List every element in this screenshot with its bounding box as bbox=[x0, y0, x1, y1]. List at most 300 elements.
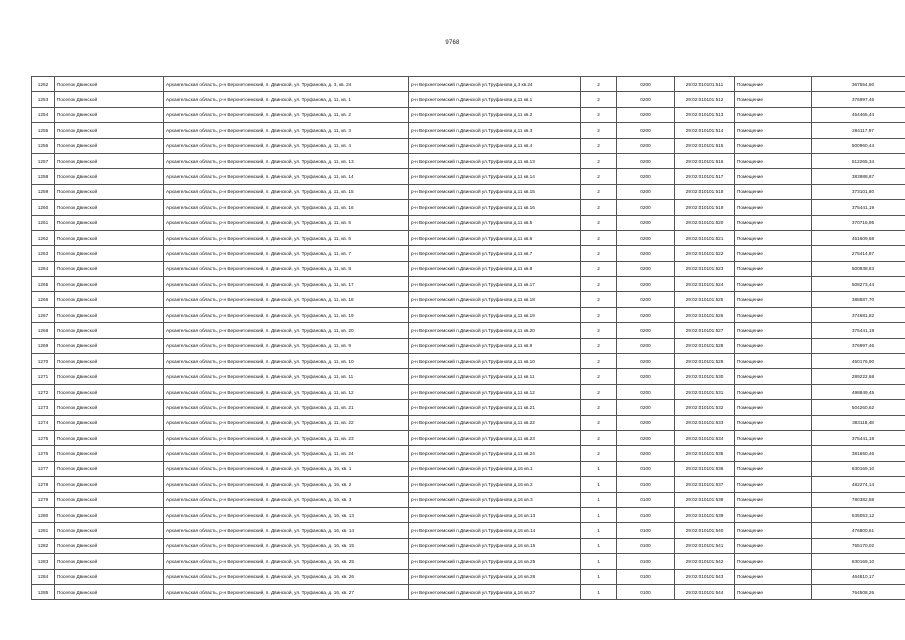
cadastral-value-cell: 375441,19 bbox=[812, 323, 905, 338]
type-code-cell: 0200 bbox=[617, 338, 675, 353]
row-number-cell: 1262 bbox=[32, 230, 55, 245]
table-row bbox=[32, 184, 905, 199]
full-address-cell: Архангельская область, р-н Верхнетоемский, п. Двинской, ул. Труфанова, д. 16, кв. 14 bbox=[164, 523, 409, 538]
type-code-cell: 0100 bbox=[617, 492, 675, 507]
short-address-cell: р-н Верхнетоемский п.Двинской ул.Труфанова д.16 кв.1 bbox=[409, 461, 581, 476]
settlement-name-cell: Поселок Двинской bbox=[55, 492, 164, 507]
table-row bbox=[32, 415, 905, 430]
table-row bbox=[32, 92, 905, 107]
category-cell: 2 bbox=[581, 277, 617, 292]
settlement-name-cell: Поселок Двинской bbox=[55, 307, 164, 322]
cadastral-number-cell: 29:02:010101:530 bbox=[675, 369, 735, 384]
row-number-cell: 1272 bbox=[32, 384, 55, 399]
short-address-cell: р-н Верхнетоемский п.Двинской ул.Труфанова д.11 кв.18 bbox=[409, 292, 581, 307]
row-number-cell: 1268 bbox=[32, 323, 55, 338]
row-number-cell: 1266 bbox=[32, 292, 55, 307]
cadastral-value-cell: 464810,17 bbox=[812, 569, 905, 584]
settlement-name-cell: Поселок Двинской bbox=[55, 184, 164, 199]
category-cell: 2 bbox=[581, 338, 617, 353]
category-cell: 1 bbox=[581, 477, 617, 492]
settlement-name-cell: Поселок Двинской bbox=[55, 277, 164, 292]
table-row bbox=[32, 230, 905, 245]
row-number-cell: 1259 bbox=[32, 184, 55, 199]
category-cell: 2 bbox=[581, 261, 617, 276]
category-cell: 2 bbox=[581, 230, 617, 245]
type-code-cell: 0100 bbox=[617, 554, 675, 569]
full-address-cell: Архангельская область, р-н Верхнетоемский, п. Двинской, ул. Труфанова, д. 11, кв. 19 bbox=[164, 307, 409, 322]
cadastral-number-cell: 29:02:010101:538 bbox=[675, 492, 735, 507]
type-code-cell: 0200 bbox=[617, 277, 675, 292]
table-row bbox=[32, 461, 905, 476]
cadastral-value-cell: 388587,70 bbox=[812, 292, 905, 307]
table-row bbox=[32, 492, 905, 507]
settlement-name-cell: Поселок Двинской bbox=[55, 215, 164, 230]
cadastral-value-cell: 500960,44 bbox=[812, 138, 905, 153]
short-address-cell: р-н Верхнетоемский п.Двинской ул.Труфанова д.11 кв.20 bbox=[409, 323, 581, 338]
object-type-cell: Помещение bbox=[735, 507, 812, 522]
object-type-cell: Помещение bbox=[735, 384, 812, 399]
cadastral-number-cell: 29:02:010101:533 bbox=[675, 415, 735, 430]
type-code-cell: 0200 bbox=[617, 77, 675, 92]
cadastral-value-cell: 373101,80 bbox=[812, 184, 905, 199]
table-row bbox=[32, 277, 905, 292]
full-address-cell: Архангельская область, р-н Верхнетоемский, п. Двинской, ул. Труфанова, д. 11, кв. 17 bbox=[164, 277, 409, 292]
table-row bbox=[32, 261, 905, 276]
settlement-name-cell: Поселок Двинской bbox=[55, 461, 164, 476]
type-code-cell: 0100 bbox=[617, 461, 675, 476]
type-code-cell: 0200 bbox=[617, 230, 675, 245]
page-number: 9768 bbox=[445, 40, 460, 46]
object-type-cell: Помещение bbox=[735, 477, 812, 492]
object-type-cell: Помещение bbox=[735, 446, 812, 461]
object-type-cell: Помещение bbox=[735, 492, 812, 507]
full-address-cell: Архангельская область, р-н Верхнетоемский, п. Двинской, ул. Труфанова, д. 11, кв. 18 bbox=[164, 292, 409, 307]
cadastral-number-cell: 29:02:010101:541 bbox=[675, 538, 735, 553]
settlement-name-cell: Поселок Двинской bbox=[55, 584, 164, 599]
type-code-cell: 0200 bbox=[617, 430, 675, 445]
short-address-cell: р-н Верхнетоемский п.Двинской ул.Труфанова д.11 кв.2 bbox=[409, 107, 581, 122]
object-type-cell: Помещение bbox=[735, 107, 812, 122]
full-address-cell: Архангельская область, р-н Верхнетоемский, п. Двинской, ул. Труфанова, д. 11, кв. 4 bbox=[164, 138, 409, 153]
cadastral-number-cell: 29:02:010101:528 bbox=[675, 338, 735, 353]
cadastral-value-cell: 451609,68 bbox=[812, 230, 905, 245]
full-address-cell: Архангельская область, р-н Верхнетоемский, п. Двинской, ул. Труфанова, д. 11, кв. 21 bbox=[164, 400, 409, 415]
type-code-cell: 0200 bbox=[617, 153, 675, 168]
table-row bbox=[32, 77, 905, 92]
short-address-cell: р-н Верхнетоемский п.Двинской ул.Труфанова д.16 кв.15 bbox=[409, 538, 581, 553]
object-type-cell: Помещение bbox=[735, 369, 812, 384]
cadastral-number-cell: 29:02:010101:519 bbox=[675, 200, 735, 215]
type-code-cell: 0200 bbox=[617, 184, 675, 199]
category-cell: 2 bbox=[581, 169, 617, 184]
cadastral-value-cell: 476800,61 bbox=[812, 523, 905, 538]
table-row bbox=[32, 169, 905, 184]
row-number-cell: 1274 bbox=[32, 415, 55, 430]
short-address-cell: р-н Верхнетоемский п.Двинской ул.Труфанова д.11 кв.11 bbox=[409, 369, 581, 384]
short-address-cell: р-н Верхнетоемский п.Двинской ул.Труфанова д.16 кв.13 bbox=[409, 507, 581, 522]
row-number-cell: 1261 bbox=[32, 215, 55, 230]
type-code-cell: 0100 bbox=[617, 523, 675, 538]
object-type-cell: Помещение bbox=[735, 246, 812, 261]
short-address-cell: р-н Верхнетоемский п.Двинской ул.Труфанова д.11 кв.19 bbox=[409, 307, 581, 322]
category-cell: 2 bbox=[581, 307, 617, 322]
object-type-cell: Помещение bbox=[735, 584, 812, 599]
full-address-cell: Архангельская область, р-н Верхнетоемский, п. Двинской, ул. Труфанова, д. 16, кв. 2 bbox=[164, 477, 409, 492]
cadastral-number-cell: 29:02:010101:532 bbox=[675, 400, 735, 415]
short-address-cell: р-н Верхнетоемский п.Двинской ул.Труфанова д.11 кв.5 bbox=[409, 215, 581, 230]
type-code-cell: 0200 bbox=[617, 123, 675, 138]
type-code-cell: 0200 bbox=[617, 446, 675, 461]
settlement-name-cell: Поселок Двинской bbox=[55, 169, 164, 184]
cadastral-number-cell: 29:02:010101:520 bbox=[675, 215, 735, 230]
object-type-cell: Помещение bbox=[735, 461, 812, 476]
object-type-cell: Помещение bbox=[735, 184, 812, 199]
settlement-name-cell: Поселок Двинской bbox=[55, 507, 164, 522]
settlement-name-cell: Поселок Двинской bbox=[55, 354, 164, 369]
table-row bbox=[32, 369, 905, 384]
full-address-cell: Архангельская область, р-н Верхнетоемский, п. Двинской, ул. Труфанова, д. 16, кв. 25 bbox=[164, 554, 409, 569]
object-type-cell: Помещение bbox=[735, 292, 812, 307]
type-code-cell: 0200 bbox=[617, 323, 675, 338]
cadastral-value-cell: 383118,48 bbox=[812, 415, 905, 430]
object-type-cell: Помещение bbox=[735, 123, 812, 138]
cadastral-value-cell: 635053,12 bbox=[812, 507, 905, 522]
row-number-cell: 1280 bbox=[32, 507, 55, 522]
category-cell: 2 bbox=[581, 415, 617, 430]
cadastral-value-cell: 780382,58 bbox=[812, 492, 905, 507]
short-address-cell: р-н Верхнетоемский п.Двинской ул.Труфанова д.11 кв.17 bbox=[409, 277, 581, 292]
type-code-cell: 0200 bbox=[617, 369, 675, 384]
short-address-cell: р-н Верхнетоемский п.Двинской ул.Труфанова д.11 кв.21 bbox=[409, 400, 581, 415]
row-number-cell: 1257 bbox=[32, 153, 55, 168]
short-address-cell: р-н Верхнетоемский п.Двинской ул.Труфанова д.11 кв.15 bbox=[409, 184, 581, 199]
table-row bbox=[32, 538, 905, 553]
object-type-cell: Помещение bbox=[735, 77, 812, 92]
settlement-name-cell: Поселок Двинской bbox=[55, 538, 164, 553]
type-code-cell: 0100 bbox=[617, 569, 675, 584]
cadastral-value-cell: 498849,45 bbox=[812, 384, 905, 399]
category-cell: 1 bbox=[581, 569, 617, 584]
full-address-cell: Архангельская область, р-н Верхнетоемский, п. Двинской, ул. Труфанова, д. 11, кв. 13 bbox=[164, 153, 409, 168]
short-address-cell: р-н Верхнетоемский п.Двинской ул.Труфанова д.11 кв.8 bbox=[409, 261, 581, 276]
type-code-cell: 0100 bbox=[617, 507, 675, 522]
cadastral-value-cell: 765170,02 bbox=[812, 538, 905, 553]
type-code-cell: 0200 bbox=[617, 307, 675, 322]
cadastral-value-cell: 289222,68 bbox=[812, 369, 905, 384]
full-address-cell: Архангельская область, р-н Верхнетоемский, п. Двинской, ул. Труфанова, д. 16, кв. 13 bbox=[164, 507, 409, 522]
row-number-cell: 1283 bbox=[32, 554, 55, 569]
type-code-cell: 0100 bbox=[617, 477, 675, 492]
cadastral-value-cell: 764508,26 bbox=[812, 584, 905, 599]
settlement-name-cell: Поселок Двинской bbox=[55, 477, 164, 492]
category-cell: 1 bbox=[581, 507, 617, 522]
row-number-cell: 1260 bbox=[32, 200, 55, 215]
table-row bbox=[32, 246, 905, 261]
category-cell: 1 bbox=[581, 523, 617, 538]
settlement-name-cell: Поселок Двинской bbox=[55, 569, 164, 584]
table-row bbox=[32, 554, 905, 569]
short-address-cell: р-н Верхнетоемский п.Двинской ул.Труфанова д.16 кв.2 bbox=[409, 477, 581, 492]
full-address-cell: Архангельская область, р-н Верхнетоемский, п. Двинской, ул. Труфанова, д. 11, кв. 16 bbox=[164, 200, 409, 215]
row-number-cell: 1253 bbox=[32, 92, 55, 107]
short-address-cell: р-н Верхнетоемский п.Двинской ул.Труфанова д.11 кв.1 bbox=[409, 92, 581, 107]
category-cell: 1 bbox=[581, 461, 617, 476]
object-type-cell: Помещение bbox=[735, 323, 812, 338]
cadastral-number-cell: 29:02:010101:526 bbox=[675, 307, 735, 322]
type-code-cell: 0200 bbox=[617, 400, 675, 415]
row-number-cell: 1263 bbox=[32, 246, 55, 261]
type-code-cell: 0200 bbox=[617, 246, 675, 261]
settlement-name-cell: Поселок Двинской bbox=[55, 554, 164, 569]
short-address-cell: р-н Верхнетоемский п.Двинской ул.Труфанова д.11 кв.22 bbox=[409, 415, 581, 430]
category-cell: 2 bbox=[581, 246, 617, 261]
type-code-cell: 0200 bbox=[617, 292, 675, 307]
cadastral-number-cell: 29:02:010101:512 bbox=[675, 92, 735, 107]
row-number-cell: 1265 bbox=[32, 277, 55, 292]
category-cell: 2 bbox=[581, 369, 617, 384]
row-number-cell: 1278 bbox=[32, 477, 55, 492]
object-type-cell: Помещение bbox=[735, 554, 812, 569]
short-address-cell: р-н Верхнетоемский п.Двинской ул.Труфанова д.11 кв.14 bbox=[409, 169, 581, 184]
settlement-name-cell: Поселок Двинской bbox=[55, 292, 164, 307]
settlement-name-cell: Поселок Двинской bbox=[55, 523, 164, 538]
category-cell: 2 bbox=[581, 184, 617, 199]
cadastral-value-cell: 512265,34 bbox=[812, 153, 905, 168]
table-row bbox=[32, 338, 905, 353]
cadastral-value-cell: 275414,87 bbox=[812, 246, 905, 261]
category-cell: 2 bbox=[581, 77, 617, 92]
cadastral-number-cell: 29:02:010101:524 bbox=[675, 277, 735, 292]
cadastral-value-cell: 500938,63 bbox=[812, 261, 905, 276]
full-address-cell: Архангельская область, р-н Верхнетоемский, п. Двинской, ул. Труфанова, д. 11, кв. 23 bbox=[164, 430, 409, 445]
table-row bbox=[32, 446, 905, 461]
category-cell: 1 bbox=[581, 584, 617, 599]
settlement-name-cell: Поселок Двинской bbox=[55, 92, 164, 107]
category-cell: 1 bbox=[581, 554, 617, 569]
object-type-cell: Помещение bbox=[735, 415, 812, 430]
cadastral-value-cell: 375441,19 bbox=[812, 200, 905, 215]
full-address-cell: Архангельская область, р-н Верхнетоемский, п. Двинской, ул. Труфанова, д. 11, кв. 15 bbox=[164, 184, 409, 199]
category-cell: 2 bbox=[581, 153, 617, 168]
object-type-cell: Помещение bbox=[735, 153, 812, 168]
table-row bbox=[32, 523, 905, 538]
settlement-name-cell: Поселок Двинской bbox=[55, 200, 164, 215]
table-row bbox=[32, 477, 905, 492]
cadastral-number-cell: 29:02:010101:539 bbox=[675, 507, 735, 522]
full-address-cell: Архангельская область, р-н Верхнетоемский, п. Двинской, ул. Труфанова, д. 11, кв. 14 bbox=[164, 169, 409, 184]
cadastral-number-cell: 29:02:010101:529 bbox=[675, 354, 735, 369]
cadastral-value-cell: 376997,46 bbox=[812, 92, 905, 107]
settlement-name-cell: Поселок Двинской bbox=[55, 246, 164, 261]
category-cell: 2 bbox=[581, 123, 617, 138]
full-address-cell: Архангельская область, р-н Верхнетоемский, п. Двинской, ул. Труфанова, д. 11, кв. 6 bbox=[164, 230, 409, 245]
cadastral-number-cell: 29:02:010101:525 bbox=[675, 292, 735, 307]
object-type-cell: Помещение bbox=[735, 169, 812, 184]
full-address-cell: Архангельская область, р-н Верхнетоемский, п. Двинской, ул. Труфанова, д. 11, кв. 22 bbox=[164, 415, 409, 430]
category-cell: 2 bbox=[581, 215, 617, 230]
row-number-cell: 1282 bbox=[32, 538, 55, 553]
object-type-cell: Помещение bbox=[735, 400, 812, 415]
cadastral-value-cell: 482274,14 bbox=[812, 477, 905, 492]
cadastral-number-cell: 29:02:010101:540 bbox=[675, 523, 735, 538]
type-code-cell: 0200 bbox=[617, 415, 675, 430]
short-address-cell: р-н Верхнетоемский п.Двинской ул.Труфанова д.11 кв.3 bbox=[409, 123, 581, 138]
row-number-cell: 1281 bbox=[32, 523, 55, 538]
type-code-cell: 0200 bbox=[617, 261, 675, 276]
object-type-cell: Помещение bbox=[735, 138, 812, 153]
cadastral-value-cell: 374681,82 bbox=[812, 307, 905, 322]
cadastral-value-cell: 383988,87 bbox=[812, 169, 905, 184]
row-number-cell: 1255 bbox=[32, 123, 55, 138]
object-type-cell: Помещение bbox=[735, 200, 812, 215]
row-number-cell: 1276 bbox=[32, 446, 55, 461]
cadastral-number-cell: 29:02:010101:537 bbox=[675, 477, 735, 492]
type-code-cell: 0200 bbox=[617, 354, 675, 369]
object-type-cell: Помещение bbox=[735, 277, 812, 292]
category-cell: 2 bbox=[581, 323, 617, 338]
category-cell: 2 bbox=[581, 200, 617, 215]
row-number-cell: 1270 bbox=[32, 354, 55, 369]
short-address-cell: р-н Верхнетоемский п.Двинской ул.Труфанова д.11 кв.6 bbox=[409, 230, 581, 245]
cadastral-number-cell: 29:02:010101:534 bbox=[675, 430, 735, 445]
table-row bbox=[32, 307, 905, 322]
cadastral-value-cell: 375441,19 bbox=[812, 430, 905, 445]
row-number-cell: 1271 bbox=[32, 369, 55, 384]
cadastral-number-cell: 29:02:010101:521 bbox=[675, 230, 735, 245]
object-type-cell: Помещение bbox=[735, 523, 812, 538]
cadastral-number-cell: 29:02:010101:517 bbox=[675, 169, 735, 184]
type-code-cell: 0100 bbox=[617, 584, 675, 599]
short-address-cell: р-н Верхнетоемский п.Двинской ул.Труфанова д.16 кв.3 bbox=[409, 492, 581, 507]
registry-table-body bbox=[32, 77, 905, 600]
object-type-cell: Помещение bbox=[735, 92, 812, 107]
table-row bbox=[32, 107, 905, 122]
full-address-cell: Архангельская область, р-н Верхнетоемский, п. Двинской, ул. Труфанова, д. 11, кв. 7 bbox=[164, 246, 409, 261]
cadastral-number-cell: 29:02:010101:542 bbox=[675, 554, 735, 569]
category-cell: 2 bbox=[581, 430, 617, 445]
row-number-cell: 1277 bbox=[32, 461, 55, 476]
object-type-cell: Помещение bbox=[735, 261, 812, 276]
full-address-cell: Архангельская область, р-н Верхнетоемский, п. Двинской, ул. Труфанова, д. 16, кв. 26 bbox=[164, 569, 409, 584]
cadastral-value-cell: 381650,46 bbox=[812, 446, 905, 461]
cadastral-value-cell: 376997,46 bbox=[812, 338, 905, 353]
category-cell: 1 bbox=[581, 492, 617, 507]
row-number-cell: 1279 bbox=[32, 492, 55, 507]
table-row bbox=[32, 384, 905, 399]
type-code-cell: 0200 bbox=[617, 92, 675, 107]
settlement-name-cell: Поселок Двинской bbox=[55, 323, 164, 338]
cadastral-number-cell: 29:02:010101:515 bbox=[675, 138, 735, 153]
cadastral-value-cell: 630169,10 bbox=[812, 554, 905, 569]
cadastral-value-cell: 508273,44 bbox=[812, 277, 905, 292]
full-address-cell: Архангельская область, р-н Верхнетоемский, п. Двинской, ул. Труфанова, д. 11, кв. 5 bbox=[164, 215, 409, 230]
full-address-cell: Архангельская область, р-н Верхнетоемский, п. Двинской, ул. Труфанова, д. 16, кв. 3 bbox=[164, 492, 409, 507]
full-address-cell: Архангельская область, р-н Верхнетоемский, п. Двинской, ул. Труфанова, д. 11, кв. 20 bbox=[164, 323, 409, 338]
row-number-cell: 1264 bbox=[32, 261, 55, 276]
settlement-name-cell: Поселок Двинской bbox=[55, 107, 164, 122]
full-address-cell: Архангельская область, р-н Верхнетоемский, п. Двинской, ул. Труфанова, д. 16, кв. 15 bbox=[164, 538, 409, 553]
cadastral-number-cell: 29:02:010101:535 bbox=[675, 446, 735, 461]
table-row bbox=[32, 400, 905, 415]
row-number-cell: 1256 bbox=[32, 138, 55, 153]
full-address-cell: Архангельская область, р-н Верхнетоемский, п. Двинской, ул. Труфанова, д. 11, кв. 11 bbox=[164, 369, 409, 384]
full-address-cell: Архангельская область, р-н Верхнетоемский, п. Двинской, ул. Труфанова, д. 3, кв. 24 bbox=[164, 77, 409, 92]
object-type-cell: Помещение bbox=[735, 538, 812, 553]
full-address-cell: Архангельская область, р-н Верхнетоемский, п. Двинской, ул. Труфанова, д. 16, кв. 1 bbox=[164, 461, 409, 476]
short-address-cell: р-н Верхнетоемский п.Двинской ул.Труфанова д.11 кв.9 bbox=[409, 338, 581, 353]
settlement-name-cell: Поселок Двинской bbox=[55, 123, 164, 138]
cadastral-number-cell: 29:02:010101:511 bbox=[675, 77, 735, 92]
table-row bbox=[32, 200, 905, 215]
cadastral-number-cell: 29:02:010101:516 bbox=[675, 153, 735, 168]
full-address-cell: Архангельская область, р-н Верхнетоемский, п. Двинской, ул. Труфанова, д. 11, кв. 24 bbox=[164, 446, 409, 461]
cadastral-value-cell: 284117,97 bbox=[812, 123, 905, 138]
cadastral-value-cell: 370716,95 bbox=[812, 215, 905, 230]
cadastral-number-cell: 29:02:010101:531 bbox=[675, 384, 735, 399]
property-registry-table bbox=[31, 76, 905, 600]
cadastral-value-cell: 504260,62 bbox=[812, 400, 905, 415]
object-type-cell: Помещение bbox=[735, 215, 812, 230]
cadastral-number-cell: 29:02:010101:544 bbox=[675, 584, 735, 599]
row-number-cell: 1285 bbox=[32, 584, 55, 599]
table-row bbox=[32, 507, 905, 522]
settlement-name-cell: Поселок Двинской bbox=[55, 400, 164, 415]
row-number-cell: 1267 bbox=[32, 307, 55, 322]
table-row bbox=[32, 215, 905, 230]
table-row bbox=[32, 430, 905, 445]
row-number-cell: 1252 bbox=[32, 77, 55, 92]
table-row bbox=[32, 123, 905, 138]
short-address-cell: р-н Верхнетоемский п.Двинской ул.Труфанова д.16 кв.25 bbox=[409, 554, 581, 569]
settlement-name-cell: Поселок Двинской bbox=[55, 77, 164, 92]
short-address-cell: р-н Верхнетоемский п.Двинской ул.Труфанова д.11 кв.10 bbox=[409, 354, 581, 369]
object-type-cell: Помещение bbox=[735, 338, 812, 353]
row-number-cell: 1275 bbox=[32, 430, 55, 445]
object-type-cell: Помещение bbox=[735, 430, 812, 445]
cadastral-value-cell: 630169,10 bbox=[812, 461, 905, 476]
object-type-cell: Помещение bbox=[735, 230, 812, 245]
settlement-name-cell: Поселок Двинской bbox=[55, 446, 164, 461]
type-code-cell: 0200 bbox=[617, 169, 675, 184]
table-row bbox=[32, 323, 905, 338]
cadastral-value-cell: 454465,44 bbox=[812, 107, 905, 122]
table-row bbox=[32, 292, 905, 307]
short-address-cell: р-н Верхнетоемский п.Двинской ул.Труфанова д.16 кв.27 bbox=[409, 584, 581, 599]
row-number-cell: 1273 bbox=[32, 400, 55, 415]
cadastral-number-cell: 29:02:010101:527 bbox=[675, 323, 735, 338]
full-address-cell: Архангельская область, р-н Верхнетоемский, п. Двинской, ул. Труфанова, д. 11, кв. 3 bbox=[164, 123, 409, 138]
row-number-cell: 1284 bbox=[32, 569, 55, 584]
short-address-cell: р-н Верхнетоемский п.Двинской ул.Труфанова д.11 кв.13 bbox=[409, 153, 581, 168]
settlement-name-cell: Поселок Двинской bbox=[55, 230, 164, 245]
category-cell: 2 bbox=[581, 92, 617, 107]
full-address-cell: Архангельская область, р-н Верхнетоемский, п. Двинской, ул. Труфанова, д. 11, кв. 9 bbox=[164, 338, 409, 353]
short-address-cell: р-н Верхнетоемский п.Двинской ул.Труфанова д.11 кв.23 bbox=[409, 430, 581, 445]
cadastral-number-cell: 29:02:010101:518 bbox=[675, 184, 735, 199]
settlement-name-cell: Поселок Двинской bbox=[55, 338, 164, 353]
settlement-name-cell: Поселок Двинской bbox=[55, 415, 164, 430]
cadastral-number-cell: 29:02:010101:536 bbox=[675, 461, 735, 476]
category-cell: 2 bbox=[581, 138, 617, 153]
full-address-cell: Архангельская область, р-н Верхнетоемский, п. Двинской, ул. Труфанова, д. 11, кв. 8 bbox=[164, 261, 409, 276]
category-cell: 2 bbox=[581, 400, 617, 415]
settlement-name-cell: Поселок Двинской bbox=[55, 384, 164, 399]
category-cell: 1 bbox=[581, 538, 617, 553]
table-row bbox=[32, 138, 905, 153]
table-row bbox=[32, 569, 905, 584]
object-type-cell: Помещение bbox=[735, 354, 812, 369]
cadastral-number-cell: 29:02:010101:523 bbox=[675, 261, 735, 276]
